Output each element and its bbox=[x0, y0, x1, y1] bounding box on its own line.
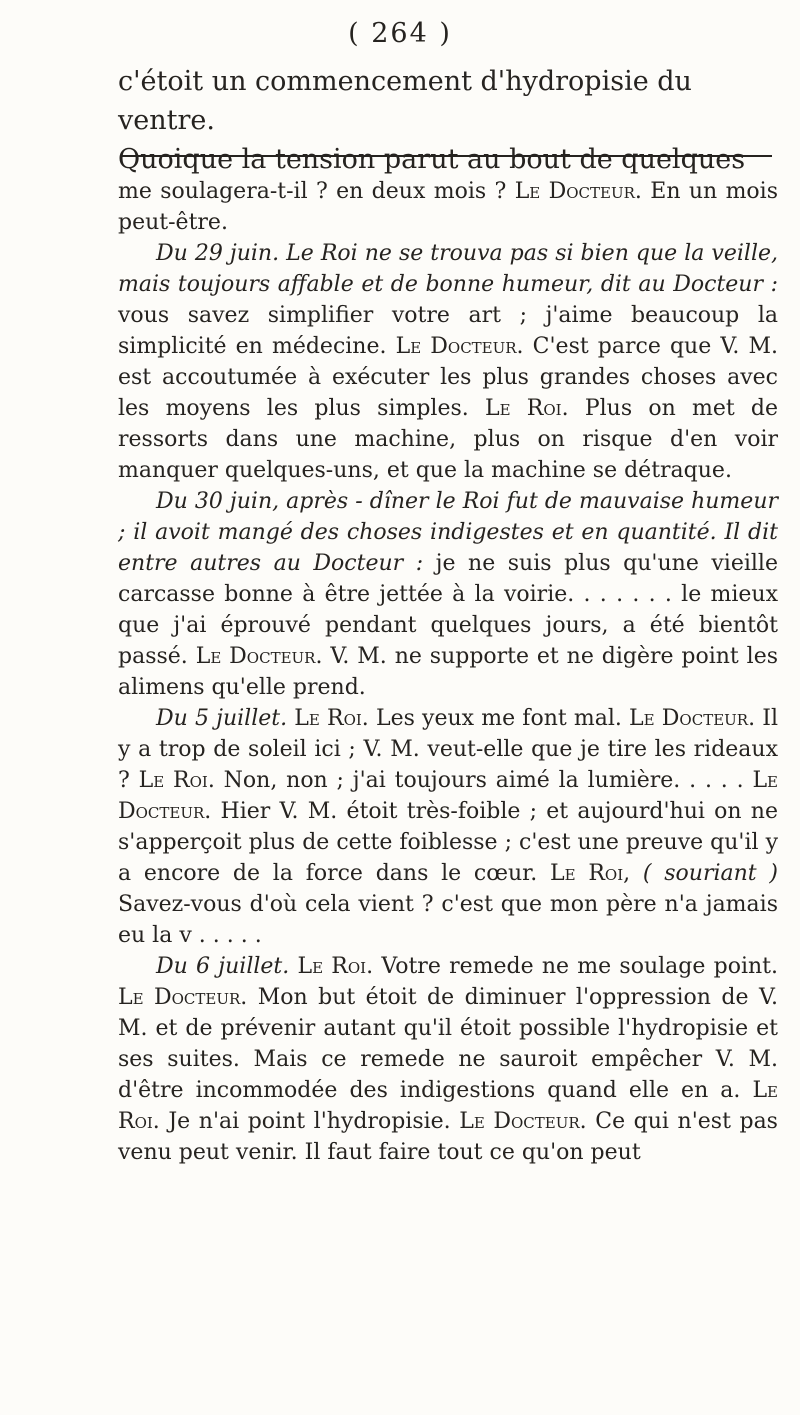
text-run: C'est parce que V. M. est accoutumée à exécuter les plus grandes choses avec les moyens les plus simples. bbox=[118, 334, 778, 421]
speaker-label: Le Docteur. bbox=[629, 706, 756, 731]
speaker-label: Le Roi, bbox=[550, 861, 631, 886]
top-text-block bbox=[118, 62, 778, 179]
text-run: Les yeux me font mal. bbox=[375, 706, 622, 731]
paragraph bbox=[118, 703, 778, 951]
text-run: Savez-vous d'où cela vient ? c'est que mon père n'a jamais eu la v . . . . . bbox=[118, 892, 778, 948]
speaker-label: Le Docteur. bbox=[459, 1109, 587, 1134]
text-run: vous savez simplifier votre art ; j'aime beaucoup la simplicité en médecine. bbox=[118, 303, 778, 359]
speaker-label: Le Docteur. bbox=[195, 644, 323, 669]
text-run: Il y a trop de soleil ici ; V. M. veut-elle que je tire les rideaux ? bbox=[118, 706, 778, 793]
text-run: Non, non ; j'ai toujours aimé la lumière. . . . . bbox=[223, 768, 744, 793]
text-run: Mon but étoit de diminuer l'oppression de V. M. et de prévenir autant qu'il étoit possible l'hydropisie et ses suites. Mais ce remede ne sauroit empêcher V. M. d'être incommodée des indigestions quand elle en a. bbox=[118, 985, 778, 1103]
entry-date: Du 6 juillet. bbox=[156, 954, 290, 979]
speaker-label: Le Docteur. bbox=[118, 768, 778, 824]
speaker-label: Le Roi. bbox=[294, 706, 369, 731]
text-run: Je n'ai point l'hydropisie. bbox=[168, 1109, 451, 1134]
text-run: En un mois peut-être. bbox=[118, 179, 778, 235]
paragraph bbox=[118, 951, 778, 1168]
text-run: je ne suis plus qu'une vieille carcasse bonne à être jettée à la voirie. . . . . . . le mieux que j'ai éprouvé pendant quelques jours, a été bientôt passé. bbox=[118, 551, 778, 669]
dialogue-body bbox=[118, 176, 778, 1168]
entry-intro: après - dîner le Roi fut de mauvaise humeur ; il avoit mangé des choses indigestes et en quantité. Il dit entre autres au Docteur : bbox=[118, 489, 778, 576]
speaker-label: Le Docteur. bbox=[395, 334, 524, 359]
paragraph bbox=[118, 238, 778, 486]
horizontal-rule bbox=[120, 155, 772, 157]
text-line: Quoique la tension parut au bout de quelques bbox=[118, 144, 746, 175]
entry-date: Du 29 juin. bbox=[156, 241, 280, 266]
speaker-label: Le Roi. bbox=[138, 768, 215, 793]
text-run: Hier V. M. étoit très-foible ; et aujourd'hui on ne s'apperçoit plus de cette foiblesse ; c'est une preuve qu'il y a encore de la force dans le cœur. bbox=[118, 799, 778, 886]
text-run: Ce qui n'est pas venu peut venir. Il faut faire tout ce qu'on peut bbox=[118, 1109, 778, 1165]
paragraph bbox=[118, 176, 778, 238]
text-run: V. M. ne supporte et ne digère point les alimens qu'elle prend. bbox=[118, 644, 779, 700]
paragraph bbox=[118, 486, 778, 703]
page-number: ( 264 ) bbox=[348, 18, 452, 49]
entry-date: Du 30 juin, bbox=[156, 489, 280, 514]
stage-direction: ( souriant ) bbox=[642, 861, 778, 886]
entry-intro: Le Roi ne se trouva pas si bien que la veille, mais toujours affable et de bonne humeur, dit au Docteur : bbox=[118, 241, 778, 297]
text-run: me soulagera-t-il ? en deux mois ? bbox=[118, 179, 507, 204]
text-run: Votre remede ne me soulage point. bbox=[381, 954, 778, 979]
speaker-label: Le Roi. bbox=[485, 396, 569, 421]
text-run: Plus on met de ressorts dans une machine, plus on risque d'en voir manquer quelques-uns, et que la machine se détraque. bbox=[118, 396, 779, 483]
speaker-label: Le Roi. bbox=[297, 954, 374, 979]
text-line: c'étoit un commencement d'hydropisie du ventre. bbox=[118, 66, 692, 136]
speaker-label: Le Docteur. bbox=[514, 179, 642, 204]
entry-date: Du 5 juillet. bbox=[156, 706, 288, 731]
speaker-label: Le Roi. bbox=[118, 1078, 778, 1134]
speaker-label: Le Docteur. bbox=[118, 985, 248, 1010]
